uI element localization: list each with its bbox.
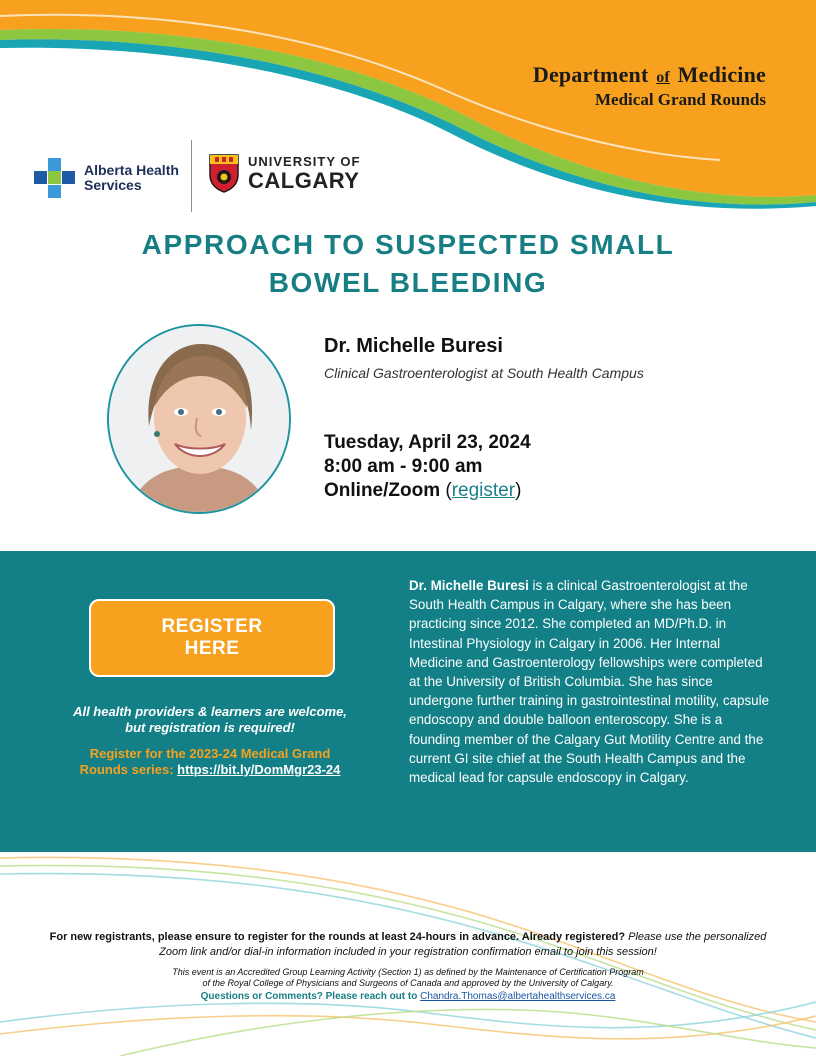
register-here-button[interactable]	[89, 599, 335, 677]
series-name: Medical Grand Rounds	[595, 90, 766, 109]
event-location-text: Online/Zoom	[324, 480, 441, 501]
ahs-name-line2: Services	[84, 177, 142, 193]
uc-name-line2: CALGARY	[248, 167, 360, 193]
dept-word-of: of	[656, 69, 670, 86]
logo-divider	[191, 140, 192, 212]
ucalgary-crest-icon	[208, 153, 240, 193]
welcome-line2: but registration is required!	[125, 720, 295, 735]
ahs-name-line1: Alberta Health	[84, 162, 179, 178]
notice-bold: For new registrants, please ensure to register for the rounds at least 24-hours in advance. Already registered?	[49, 931, 626, 943]
event-details	[324, 431, 531, 503]
welcome-note	[40, 704, 380, 736]
uc-name-line1: UNIVERSITY OF	[248, 153, 361, 169]
series-registration	[40, 746, 380, 778]
event-time: 8:00 am - 9:00 am	[324, 456, 483, 477]
speaker-name: Dr. Michelle Buresi	[324, 335, 503, 357]
ahs-cross-icon	[34, 158, 76, 198]
series-reg-prefix: Rounds series:	[79, 762, 178, 777]
contact-prefix: Questions or Comments? Please reach out to	[200, 991, 421, 1002]
talk-title-line1: APPROACH TO SUSPECTED SMALL	[141, 229, 675, 260]
speaker-photo	[107, 324, 291, 514]
notice-italic: Please use the personalized Zoom link and/or dial-in information included in your registration confirmation email to join this session!	[159, 931, 767, 958]
event-location	[324, 479, 531, 503]
series-registration-link[interactable]: https://bit.ly/DomMgr23-24	[177, 762, 341, 777]
talk-title-line2: BOWEL BLEEDING	[268, 267, 548, 298]
accreditation-line1: This event is an Accredited Group Learning Activity (Section 1) as defined by the Maintenance of Certification Program	[172, 967, 644, 977]
bio-text: is a clinical Gastroenterologist at the South Health Campus in Calgary, where she has been practicing since 2012. She completed an MD/Ph.D. in Intestinal Physiology in Calgary in 2006. Her Internal Medicine and Gastroenterology fellowships were completed at the University of British Columbia. She has since undergone further training in gastrointestinal motility, capsule endoscopy and double balloon enteroscopy. She is a founding member of the Calgary Gut Motility Centre and the current GI site chief at the South Health Campus and the medical lead for capsule endoscopy in Calgary.	[409, 578, 770, 786]
dept-word-medicine: Medicine	[677, 62, 766, 87]
contact-email-link[interactable]: Chandra.Thomas@albertahealthservices.ca	[420, 991, 616, 1002]
speaker-bio	[409, 576, 769, 787]
department-name	[533, 62, 766, 88]
register-button-line1: REGISTER	[161, 616, 263, 637]
register-button-line2: HERE	[184, 638, 240, 659]
talk-title	[60, 226, 756, 302]
paren-open: (	[440, 480, 452, 501]
welcome-line1: All health providers & learners are welcome,	[73, 704, 347, 719]
registration-notice	[40, 930, 776, 960]
ahs-logo	[34, 158, 179, 198]
accreditation-line2: of the Royal College of Physicians and Surgeons of Canada and approved by the University of Calgary.	[202, 978, 614, 988]
contact-line	[80, 991, 736, 1002]
speaker-role: Clinical Gastroenterologist at South Health Campus	[324, 365, 644, 381]
register-link[interactable]: register	[451, 480, 516, 501]
series-reg-line1: Register for the 2023-24 Medical Grand	[89, 746, 331, 761]
dept-word-department: Department	[532, 62, 649, 87]
department-heading	[533, 62, 766, 110]
accreditation-statement	[80, 967, 736, 989]
ucalgary-logo	[208, 153, 360, 193]
speaker-portrait-illustration	[109, 326, 289, 512]
series-reg-line2	[40, 762, 380, 778]
bio-speaker-name: Dr. Michelle Buresi	[409, 578, 529, 593]
event-date: Tuesday, April 23, 2024	[324, 432, 531, 453]
paren-close: )	[515, 480, 522, 501]
